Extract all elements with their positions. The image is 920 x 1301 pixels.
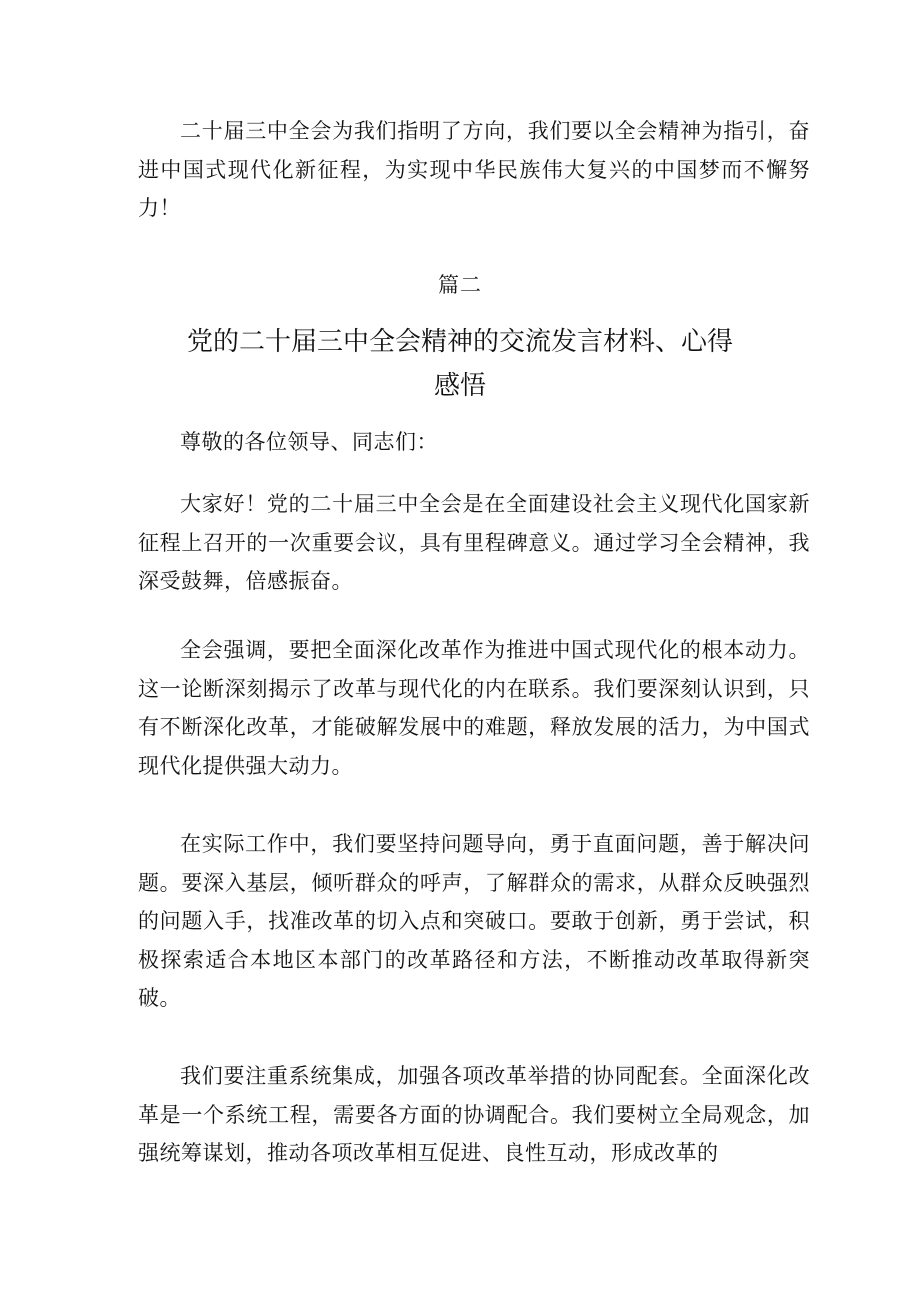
intro-paragraph: 二十届三中全会为我们指明了方向，我们要以全会精神为指引，奋进中国式现代化新征程，为实现中华民族伟大复兴的中国梦而不懈努力！: [138, 119, 810, 220]
section-label: 篇二: [438, 273, 482, 297]
body-paragraph-2: 全会强调，要把全面深化改革作为推进中国式现代化的根本动力。这一论断深刻揭示了改革与现代化的内在联系。我们要深刻认识到，只有不断深化改革，才能破解发展中的难题，释放发展的活力，为中国式现代化提供强大动力。: [138, 638, 810, 778]
salutation: 尊敬的各位领导、同志们：: [180, 430, 438, 454]
body-paragraph-4: 我们要注重系统集成，加强各项改革举措的协同配套。全面深化改革是一个系统工程，需要各方面的协调配合。我们要树立全局观念，加强统筹谋划，推动各项改革相互促进、良性互动，形成改革的: [138, 1064, 810, 1165]
body-paragraph-1: 大家好！党的二十届三中全会是在全面建设社会主义现代化国家新征程上召开的一次重要会议，具有里程碑意义。通过学习全会精神，我深受鼓舞，倍感振奋。: [138, 492, 810, 593]
document-title: 党的二十届三中全会精神的交流发言材料、心得感悟: [186, 327, 733, 401]
body-paragraph-3: 在实际工作中，我们要坚持问题导向，勇于直面问题，善于解决问题。要深入基层，倾听群众的呼声，了解群众的需求，从群众反映强烈的问题入手，找准改革的切入点和突破口。要敢于创新，勇于尝试，积极探索适合本地区本部门的改革路径和方法，不断推动改革取得新突破。: [138, 832, 810, 1010]
